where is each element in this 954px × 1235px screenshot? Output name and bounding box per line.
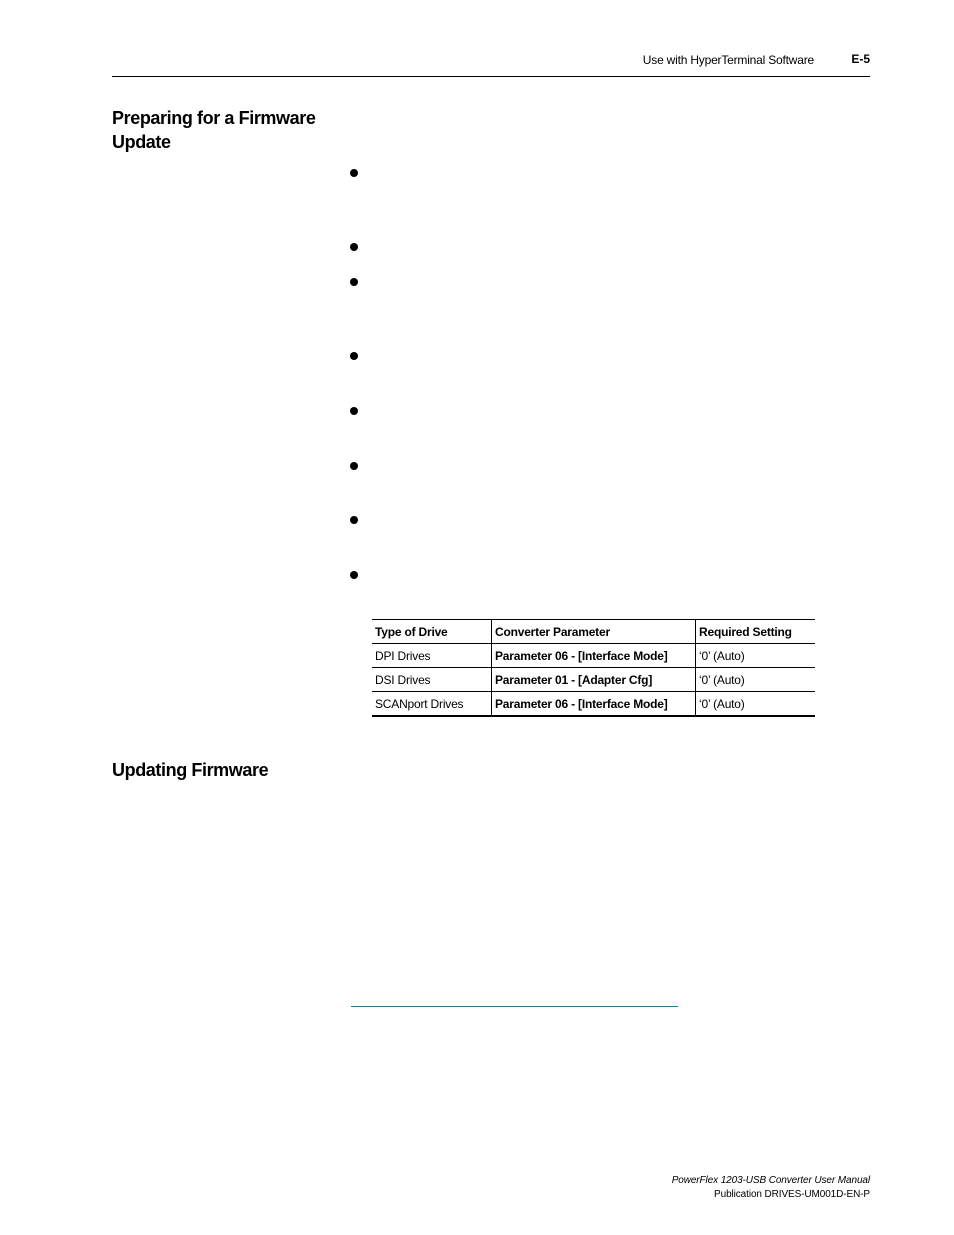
bullet-icon (350, 571, 358, 579)
column-header-converter-parameter: Converter Parameter (492, 620, 696, 644)
bullet-icon (350, 407, 358, 415)
bullet-icon (350, 516, 358, 524)
page-footer (672, 1174, 870, 1202)
page-header (112, 50, 870, 77)
cell-required-setting: ‘0’ (Auto) (696, 668, 816, 692)
column-header-drive-type: Type of Drive (372, 620, 492, 644)
cell-drive-type: DSI Drives (372, 668, 492, 692)
cell-required-setting: ‘0’ (Auto) (696, 692, 816, 717)
bullet-icon (350, 462, 358, 470)
section-heading-preparing: Preparing for a Firmware Update (112, 108, 316, 152)
bullet-icon (350, 352, 358, 360)
cell-drive-type: DPI Drives (372, 644, 492, 668)
cell-required-setting: ‘0’ (Auto) (696, 644, 816, 668)
cell-drive-type: SCANport Drives (372, 692, 492, 717)
table-header-row (372, 620, 815, 644)
column-header-required-setting: Required Setting (696, 620, 816, 644)
cell-converter-parameter: Parameter 06 - [Interface Mode] (492, 644, 696, 668)
table-row (372, 668, 815, 692)
cell-converter-parameter: Parameter 06 - [Interface Mode] (492, 692, 696, 717)
link-underline[interactable] (351, 1006, 678, 1007)
bullet-icon (350, 243, 358, 251)
header-title: Use with HyperTerminal Software (642, 53, 814, 67)
footer-manual-title: PowerFlex 1203-USB Converter User Manual (671, 1175, 870, 1186)
table-row (372, 644, 815, 668)
table-row (372, 692, 815, 717)
header-page-number: E-5 (851, 52, 870, 66)
bullet-icon (350, 278, 358, 286)
section-heading-updating-firmware: Updating Firmware (112, 760, 269, 780)
drive-settings-table (372, 619, 815, 717)
bullet-icon (350, 169, 358, 177)
footer-publication-number: Publication DRIVES-UM001D-EN-P (714, 1189, 870, 1200)
cell-converter-parameter: Parameter 01 - [Adapter Cfg] (492, 668, 696, 692)
